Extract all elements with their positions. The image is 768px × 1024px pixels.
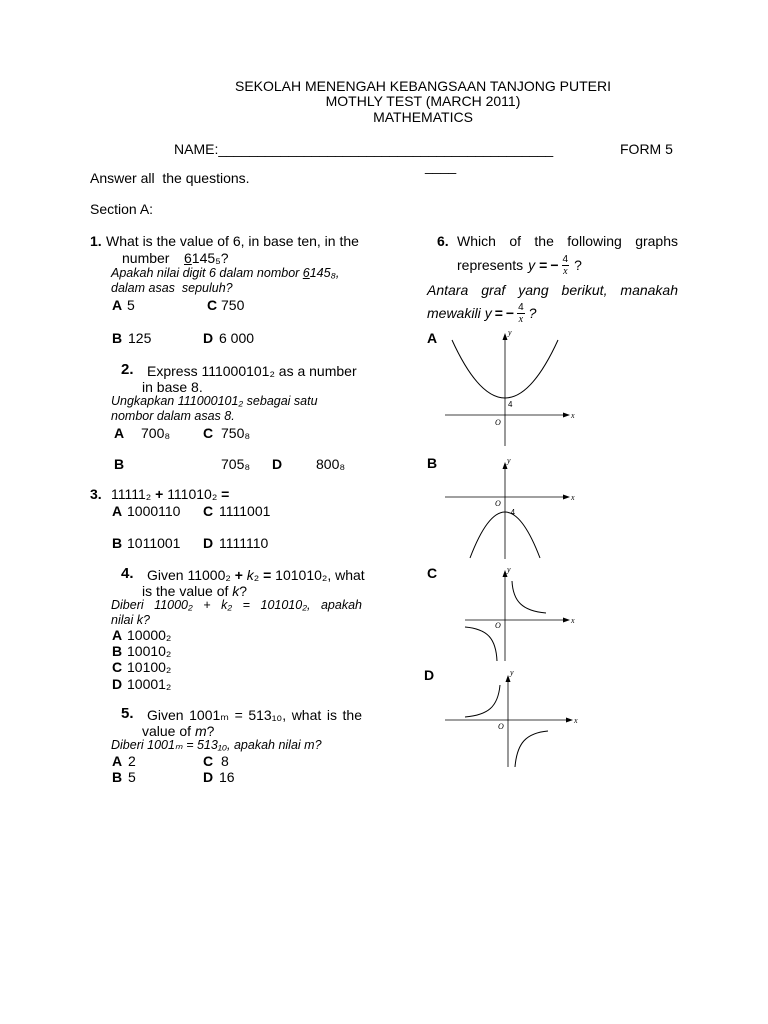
instructions: Answer all the questions. — [90, 170, 250, 186]
subject-title: MATHEMATICS — [373, 109, 473, 125]
option-value: 705₈ — [221, 456, 251, 472]
option-letter: C — [203, 503, 214, 519]
text: mewakili — [427, 305, 481, 321]
variable-m: m — [194, 723, 207, 739]
graph-option-a-label: A — [427, 330, 438, 346]
option-letter: A — [112, 627, 123, 643]
option-value: 10100₂ — [127, 659, 172, 675]
option-value: 16 — [219, 769, 235, 785]
question-5-number: 5. — [121, 705, 134, 722]
option-value: 750₈ — [221, 425, 251, 441]
question-mark: ? — [574, 257, 582, 273]
question-2-malay-line-2: nombor dalam asas 8. — [111, 409, 235, 423]
option-letter: D — [203, 769, 214, 785]
number-rest: 145₅? — [191, 250, 229, 266]
option-letter: C — [203, 753, 214, 769]
hyperbola-branch — [465, 627, 497, 661]
question-6-text-line-2 — [457, 250, 582, 280]
equals-sign: = — [539, 257, 548, 273]
subscript: ₂ — [253, 567, 260, 583]
option-letter: D — [203, 330, 214, 346]
minus-sign: − — [505, 305, 515, 321]
graph-d — [440, 667, 580, 771]
option-value: 1111001 — [219, 503, 271, 519]
question-4-text-line-1 — [147, 567, 365, 583]
option-letter: B — [112, 769, 123, 785]
option-d — [203, 535, 268, 551]
option-letter: A — [114, 425, 125, 441]
option-value: 2 — [128, 753, 136, 769]
question-1-malay-line-2: dalam asas sepuluh? — [111, 281, 233, 295]
question-4-malay-line-2: nilai k? — [111, 613, 150, 627]
hyperbola-branch — [512, 581, 546, 613]
option-d — [272, 456, 345, 472]
x-axis-arrow — [563, 413, 570, 418]
question-1-number-value — [184, 250, 229, 266]
term: 11111₂ — [111, 486, 152, 502]
text: ? — [206, 723, 215, 739]
question-4-number: 4. — [121, 565, 134, 582]
option-d — [112, 676, 171, 692]
question-mark: ? — [528, 305, 537, 321]
x-axis-arrow — [566, 718, 573, 723]
option-c — [203, 753, 229, 769]
fraction-denominator: x — [563, 265, 568, 277]
option-value: 1000110 — [127, 503, 181, 519]
option-value: 1011001 — [127, 535, 181, 551]
graph-b — [440, 455, 580, 563]
malay-text: Apakah nilai digit 6 dalam nombor — [111, 266, 303, 280]
axis-label-x: x — [571, 493, 575, 502]
fraction-numerator: 4 — [562, 253, 569, 265]
option-value: 5 — [127, 297, 135, 313]
origin-label: O — [495, 418, 501, 427]
option-b — [112, 769, 136, 785]
option-letter: D — [112, 676, 123, 692]
option-letter: A — [112, 753, 123, 769]
school-name: SEKOLAH MENENGAH KEBANGSAAN TANJONG PUTERI — [234, 78, 611, 94]
fraction — [517, 302, 525, 325]
question-1-malay-line-1 — [111, 266, 339, 281]
question-2-text-line-2: in base 8. — [142, 379, 203, 395]
question-6-text-line-1: Which of the following graphs — [457, 233, 678, 249]
section-title: Section A: — [90, 201, 154, 217]
question-2-text-line-1: Express 111000101₂ as a number — [147, 363, 357, 379]
option-value: 10001₂ — [127, 676, 172, 692]
option-value: 700₈ — [141, 425, 171, 441]
underlined-digit: 6 — [184, 250, 192, 266]
graph-c — [440, 565, 580, 665]
option-d — [203, 769, 235, 785]
name-blank-overflow: ____ — [425, 158, 457, 174]
graph-option-d-label: D — [424, 667, 435, 683]
option-letter: B — [112, 330, 123, 346]
option-b — [114, 456, 250, 472]
question-2-malay-line-1: Ungkapkan 111000101₂ sebagai satu — [111, 394, 318, 408]
fraction-denominator: x — [518, 313, 524, 325]
intercept-label: -4 — [508, 508, 516, 517]
axis-label-y: y — [510, 668, 514, 677]
number-rest: 145₈, — [309, 266, 340, 280]
option-c — [207, 297, 244, 313]
axis-label-y: y — [507, 565, 511, 574]
option-b — [112, 643, 171, 659]
plus-sign: + — [155, 486, 164, 502]
variable-k: k — [232, 583, 240, 599]
option-value: 10010₂ — [127, 643, 172, 659]
option-letter: C — [207, 297, 218, 313]
option-c — [203, 503, 270, 519]
origin-label: O — [495, 621, 501, 630]
option-value: 5 — [128, 769, 136, 785]
axis-label-x: x — [574, 716, 578, 725]
form-label: FORM 5 — [620, 141, 673, 157]
term: 111010₂ — [167, 486, 218, 502]
x-axis-arrow — [563, 495, 570, 500]
question-5-text-line-1: Given 1001ₘ = 513₁₀, what is the — [147, 707, 362, 723]
option-b — [112, 535, 180, 551]
variable-k: k — [246, 567, 254, 583]
question-1-number: 1. — [90, 233, 102, 249]
question-4-malay-line-1: Diberi 11000₂ + k₂ = 101010₂, apakah — [111, 598, 362, 612]
option-letter: D — [272, 456, 283, 472]
underlined-digit: 6 — [302, 266, 310, 280]
question-6-malay-line-2 — [427, 298, 536, 328]
test-title: MOTHLY TEST (MARCH 2011) — [325, 93, 521, 109]
question-5-text-line-2 — [142, 723, 214, 739]
text: is the value of — [142, 583, 233, 599]
text: Given 11000₂ — [147, 567, 231, 583]
option-value: 750 — [221, 297, 245, 313]
option-a — [112, 753, 136, 769]
question-1-text-line-1: What is the value of 6, in base ten, in the — [106, 233, 359, 249]
question-4-text-line-2 — [142, 583, 247, 599]
hyperbola-branch — [465, 685, 500, 717]
option-a — [112, 503, 180, 519]
variable-y: y — [528, 257, 536, 273]
fraction — [562, 254, 570, 277]
option-c — [112, 659, 171, 675]
option-letter: A — [112, 503, 123, 519]
equals-sign: = — [263, 567, 272, 583]
variable-y: y — [484, 305, 492, 321]
option-letter: B — [112, 535, 123, 551]
axis-label-y: y — [507, 456, 511, 465]
text: ? — [239, 583, 248, 599]
question-3-number: 3. — [90, 486, 102, 502]
option-a — [114, 425, 170, 441]
option-d — [203, 330, 254, 346]
axis-label-y: y — [508, 328, 512, 337]
x-axis-arrow — [563, 618, 570, 623]
option-letter: B — [112, 643, 123, 659]
graph-a — [440, 328, 580, 450]
option-a — [112, 297, 135, 313]
y-axis-arrow — [503, 333, 508, 340]
text: represents — [457, 257, 524, 273]
option-letter: C — [112, 659, 123, 675]
hyperbola-branch — [515, 731, 548, 767]
option-letter: B — [114, 456, 125, 472]
axis-label-x: x — [571, 616, 575, 625]
question-6-malay-line-1: Antara graf yang berikut, manakah — [427, 282, 678, 298]
origin-label: O — [495, 499, 501, 508]
graph-option-c-label: C — [427, 565, 438, 581]
graph-option-b-label: B — [427, 455, 438, 471]
origin-label: O — [498, 722, 504, 731]
option-letter: A — [112, 297, 123, 313]
axis-label-x: x — [571, 411, 575, 420]
intercept-label: 4 — [508, 400, 513, 409]
question-5-malay-line-1: Diberi 1001ₘ = 513₁₀, apakah nilai m? — [111, 738, 322, 752]
equals-sign: = — [494, 305, 503, 321]
name-blank: ___________________________________________ — [218, 141, 554, 157]
question-2-number: 2. — [121, 361, 134, 378]
option-value: 6 000 — [219, 330, 255, 346]
name-line — [174, 141, 553, 157]
option-value: 1111110 — [219, 535, 269, 551]
equals-sign: = — [221, 486, 230, 502]
option-value: 800₈ — [316, 456, 346, 472]
option-b — [112, 330, 151, 346]
minus-sign: − — [550, 257, 559, 273]
option-letter: C — [203, 425, 214, 441]
option-value: 125 — [128, 330, 152, 346]
plus-sign: + — [234, 567, 243, 583]
question-1-text-word: number — [122, 250, 170, 266]
text: 101010₂, what — [275, 567, 365, 583]
option-value: 8 — [221, 753, 229, 769]
option-letter: D — [203, 535, 214, 551]
option-value: 10000₂ — [127, 627, 172, 643]
question-3-expression — [111, 486, 229, 502]
fraction-numerator: 4 — [518, 301, 524, 313]
option-a — [112, 627, 171, 643]
text: value of — [142, 723, 195, 739]
option-c — [203, 425, 250, 441]
name-label: NAME: — [174, 141, 219, 157]
question-6-number: 6. — [437, 233, 449, 249]
